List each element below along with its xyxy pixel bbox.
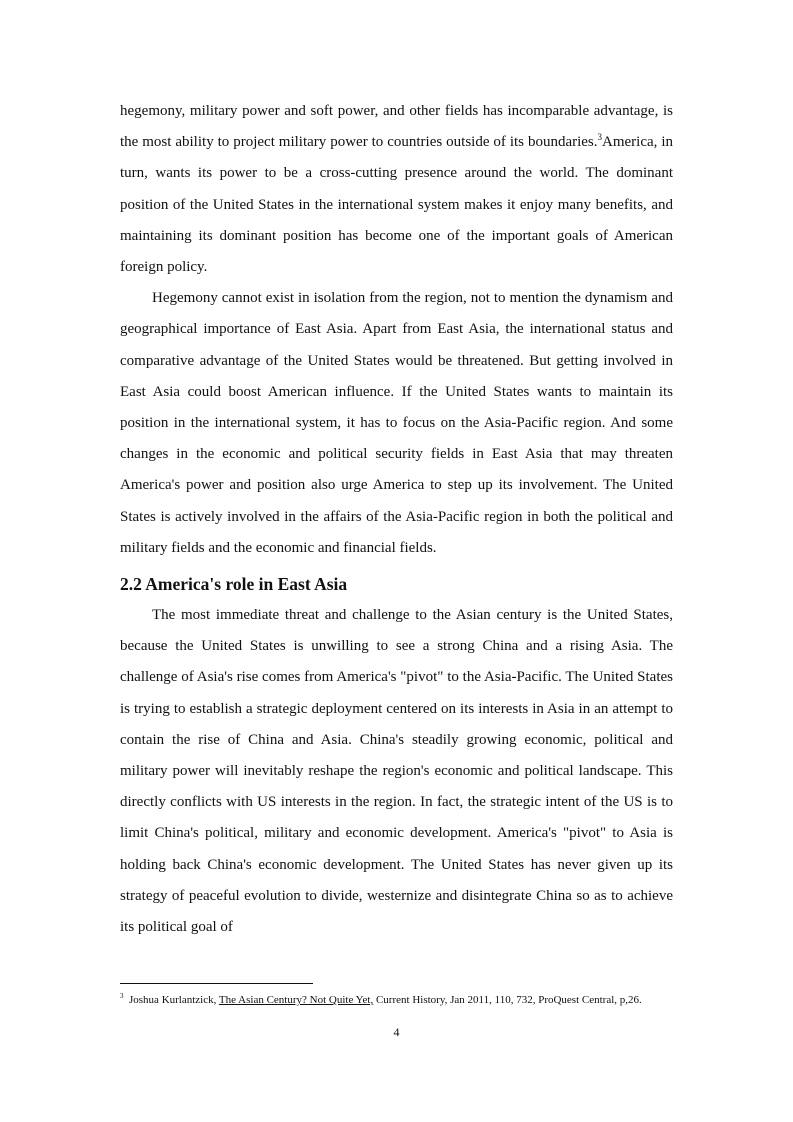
paragraph-1-tail: America, in turn, wants its power to be a cross-cutting presence around the world. The dominant position of the United States in the international system makes it enjoy many benefits, and maintaining its dominant position has become one of the important goals of American foreign policy. (120, 134, 674, 276)
paragraph-1-text: hegemony, military power and soft power, and other fields has incomparable advantage, is the most ability to project military power to countries outside of its boundaries. (120, 103, 673, 151)
body-text (120, 96, 673, 943)
footnote-divider (120, 983, 313, 984)
footnote-source: Current History, Jan 2011, 110, 732, ProQuest Central, p,26. (373, 994, 642, 1006)
footnote-number: 3 (120, 992, 124, 1000)
footnote-title: The Asian Century? Not Quite Yet, (218, 994, 374, 1006)
footnote-author: Joshua Kurlantzick, (129, 994, 219, 1006)
section-heading: 2.2 America's role in East Asia (120, 574, 348, 595)
paragraph-1 (120, 96, 673, 283)
footnote-reference: 3 (597, 132, 603, 143)
footnote (120, 992, 673, 1009)
paragraph-3: The most immediate threat and challenge to the Asian century is the United States, because the United States is unwilling to see a strong China and a rising Asia. The challenge of Asia's rise comes from America's "pivot" to the Asia-Pacific. The United States is trying to establish a strategic deployment centered on its interests in Asia in an attempt to contain the rise of China and Asia. China's steadily growing economic, political and military power will inevitably reshape the region's economic and political landscape. This directly conflicts with US interests in the region. In fact, the strategic intent of the US is to limit China's political, military and economic development. America's "pivot" to Asia is holding back China's economic development. The United States has never given up its strategy of peaceful evolution to divide, westernize and disintegrate China so as to achieve its political goal of (120, 607, 673, 936)
paragraph-2: Hegemony cannot exist in isolation from the region, not to mention the dynamism and geographical importance of East Asia. Apart from East Asia, the international status and comparative advantage of the United States would be threatened. But getting involved in East Asia could boost American influence. If the United States wants to maintain its position in the international system, it has to focus on the Asia-Pacific region. And some changes in the economic and political security fields in East Asia that may threaten America's power and position also urge America to step up its involvement. The United States is actively involved in the affairs of the Asia-Pacific region in both the political and military fields and the economic and financial fields. (120, 290, 673, 556)
page-number: 4 (393, 1025, 400, 1039)
